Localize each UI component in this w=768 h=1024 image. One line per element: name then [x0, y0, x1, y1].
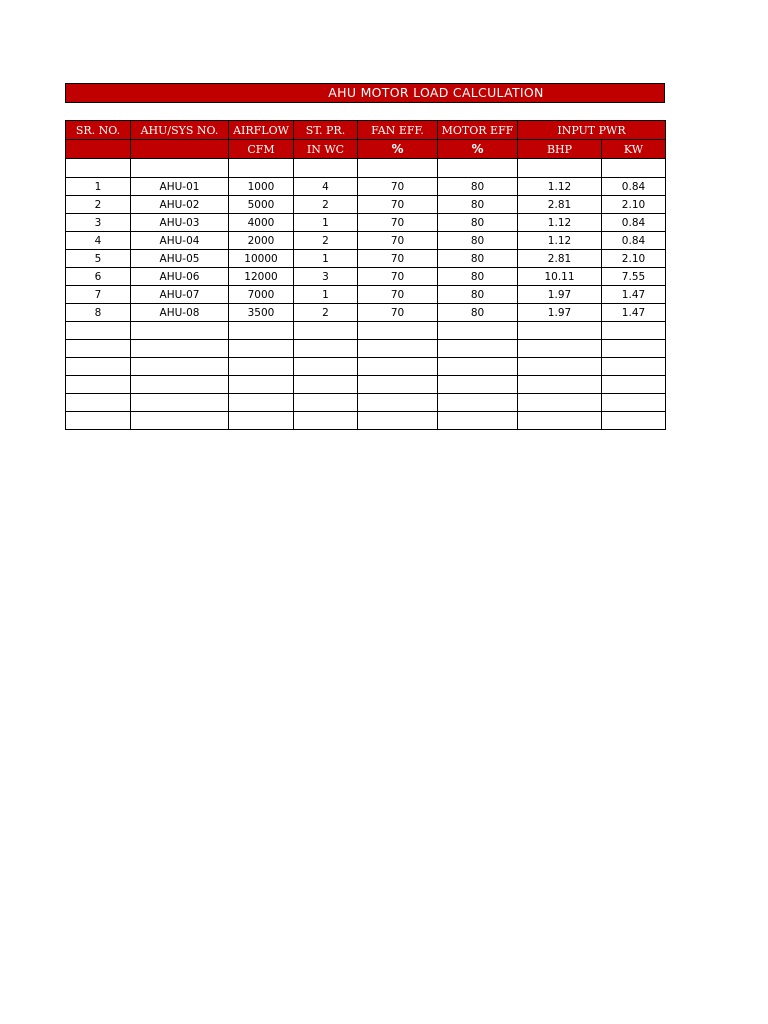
header-row-2	[66, 140, 666, 159]
cell-sr-no	[66, 412, 131, 430]
header-unit-motor-eff: %	[438, 140, 518, 159]
header-unit-bhp: BHP	[518, 140, 602, 159]
cell-static-pressure: 2	[294, 196, 358, 214]
cell-static-pressure	[294, 412, 358, 430]
cell-kw	[602, 159, 666, 178]
empty-row	[66, 340, 666, 358]
cell-static-pressure: 2	[294, 304, 358, 322]
cell-kw: 2.10	[602, 196, 666, 214]
cell-sr-no: 2	[66, 196, 131, 214]
cell-motor-eff	[438, 159, 518, 178]
cell-airflow	[229, 159, 294, 178]
empty-row	[66, 322, 666, 340]
cell-kw: 2.10	[602, 250, 666, 268]
cell-ahu-sys-no	[131, 322, 229, 340]
table-row	[66, 232, 666, 250]
cell-kw	[602, 322, 666, 340]
cell-airflow: 3500	[229, 304, 294, 322]
cell-kw	[602, 358, 666, 376]
cell-kw	[602, 376, 666, 394]
cell-kw	[602, 412, 666, 430]
header-unit-ahu-sys-no	[131, 140, 229, 159]
cell-motor-eff: 80	[438, 178, 518, 196]
cell-kw	[602, 340, 666, 358]
cell-bhp	[518, 340, 602, 358]
cell-airflow: 7000	[229, 286, 294, 304]
cell-motor-eff: 80	[438, 196, 518, 214]
cell-bhp: 1.12	[518, 232, 602, 250]
header-static-pressure: ST. PR.	[294, 121, 358, 140]
empty-row	[66, 394, 666, 412]
cell-bhp: 1.97	[518, 286, 602, 304]
cell-ahu-sys-no: AHU-06	[131, 268, 229, 286]
cell-airflow: 12000	[229, 268, 294, 286]
table-row	[66, 178, 666, 196]
cell-fan-eff	[358, 394, 438, 412]
table-row	[66, 286, 666, 304]
cell-bhp: 2.81	[518, 196, 602, 214]
cell-bhp	[518, 394, 602, 412]
cell-motor-eff: 80	[438, 232, 518, 250]
cell-airflow: 10000	[229, 250, 294, 268]
table-row	[66, 196, 666, 214]
cell-bhp	[518, 159, 602, 178]
cell-ahu-sys-no	[131, 412, 229, 430]
table-row	[66, 214, 666, 232]
cell-sr-no: 6	[66, 268, 131, 286]
cell-ahu-sys-no	[131, 358, 229, 376]
cell-airflow	[229, 412, 294, 430]
cell-kw: 0.84	[602, 232, 666, 250]
header-fan-eff: FAN EFF.	[358, 121, 438, 140]
cell-bhp	[518, 376, 602, 394]
cell-static-pressure: 1	[294, 250, 358, 268]
cell-bhp	[518, 412, 602, 430]
cell-static-pressure	[294, 376, 358, 394]
cell-fan-eff	[358, 340, 438, 358]
cell-motor-eff: 80	[438, 268, 518, 286]
cell-airflow: 1000	[229, 178, 294, 196]
cell-motor-eff: 80	[438, 304, 518, 322]
cell-static-pressure: 1	[294, 214, 358, 232]
empty-row	[66, 412, 666, 430]
cell-kw: 0.84	[602, 214, 666, 232]
cell-ahu-sys-no: AHU-02	[131, 196, 229, 214]
cell-sr-no	[66, 394, 131, 412]
cell-sr-no: 7	[66, 286, 131, 304]
cell-motor-eff: 80	[438, 250, 518, 268]
cell-bhp: 1.12	[518, 214, 602, 232]
cell-bhp	[518, 358, 602, 376]
header-row-1	[66, 121, 666, 140]
cell-sr-no	[66, 376, 131, 394]
cell-static-pressure: 2	[294, 232, 358, 250]
cell-bhp: 1.97	[518, 304, 602, 322]
cell-fan-eff: 70	[358, 286, 438, 304]
cell-ahu-sys-no: AHU-05	[131, 250, 229, 268]
cell-fan-eff	[358, 412, 438, 430]
cell-fan-eff: 70	[358, 178, 438, 196]
cell-sr-no	[66, 322, 131, 340]
cell-ahu-sys-no: AHU-04	[131, 232, 229, 250]
header-motor-eff: MOTOR EFF	[438, 121, 518, 140]
header-unit-kw: KW	[602, 140, 666, 159]
cell-static-pressure	[294, 358, 358, 376]
cell-ahu-sys-no	[131, 394, 229, 412]
cell-fan-eff	[358, 322, 438, 340]
cell-sr-no: 1	[66, 178, 131, 196]
cell-static-pressure	[294, 340, 358, 358]
cell-kw	[602, 394, 666, 412]
cell-kw: 1.47	[602, 304, 666, 322]
cell-airflow: 2000	[229, 232, 294, 250]
cell-fan-eff: 70	[358, 196, 438, 214]
cell-motor-eff: 80	[438, 286, 518, 304]
cell-ahu-sys-no: AHU-01	[131, 178, 229, 196]
cell-ahu-sys-no: AHU-07	[131, 286, 229, 304]
cell-motor-eff	[438, 376, 518, 394]
cell-bhp: 2.81	[518, 250, 602, 268]
table-row	[66, 304, 666, 322]
header-input-pwr: INPUT PWR	[518, 121, 666, 140]
cell-static-pressure	[294, 159, 358, 178]
cell-motor-eff: 80	[438, 214, 518, 232]
cell-fan-eff: 70	[358, 232, 438, 250]
cell-bhp	[518, 322, 602, 340]
sheet-title: AHU MOTOR LOAD CALCULATION	[328, 85, 544, 100]
cell-ahu-sys-no	[131, 340, 229, 358]
header-ahu-sys-no: AHU/SYS NO.	[131, 121, 229, 140]
cell-airflow	[229, 394, 294, 412]
empty-row	[66, 376, 666, 394]
header-airflow: AIRFLOW	[229, 121, 294, 140]
cell-bhp: 10.11	[518, 268, 602, 286]
cell-fan-eff: 70	[358, 250, 438, 268]
cell-ahu-sys-no: AHU-08	[131, 304, 229, 322]
cell-fan-eff: 70	[358, 268, 438, 286]
cell-static-pressure: 4	[294, 178, 358, 196]
header-unit-airflow: CFM	[229, 140, 294, 159]
cell-airflow: 5000	[229, 196, 294, 214]
header-unit-sr-no	[66, 140, 131, 159]
ahu-load-table	[65, 120, 666, 430]
cell-airflow	[229, 322, 294, 340]
cell-airflow	[229, 340, 294, 358]
cell-airflow	[229, 376, 294, 394]
spacer-row	[66, 159, 666, 178]
cell-fan-eff	[358, 159, 438, 178]
cell-sr-no	[66, 159, 131, 178]
cell-airflow	[229, 358, 294, 376]
cell-bhp: 1.12	[518, 178, 602, 196]
cell-static-pressure: 1	[294, 286, 358, 304]
cell-fan-eff: 70	[358, 214, 438, 232]
cell-motor-eff	[438, 358, 518, 376]
cell-airflow: 4000	[229, 214, 294, 232]
cell-motor-eff	[438, 340, 518, 358]
cell-motor-eff	[438, 394, 518, 412]
cell-motor-eff	[438, 322, 518, 340]
header-sr-no: SR. NO.	[66, 121, 131, 140]
cell-sr-no: 4	[66, 232, 131, 250]
cell-ahu-sys-no	[131, 376, 229, 394]
cell-fan-eff	[358, 376, 438, 394]
cell-sr-no	[66, 358, 131, 376]
cell-sr-no: 3	[66, 214, 131, 232]
cell-fan-eff	[358, 358, 438, 376]
cell-static-pressure	[294, 322, 358, 340]
header-unit-fan-eff: %	[358, 140, 438, 159]
cell-static-pressure	[294, 394, 358, 412]
cell-static-pressure: 3	[294, 268, 358, 286]
cell-ahu-sys-no: AHU-03	[131, 214, 229, 232]
cell-ahu-sys-no	[131, 159, 229, 178]
table-row	[66, 250, 666, 268]
header-unit-static-pressure: IN WC	[294, 140, 358, 159]
cell-fan-eff: 70	[358, 304, 438, 322]
cell-kw: 1.47	[602, 286, 666, 304]
cell-kw: 0.84	[602, 178, 666, 196]
cell-kw: 7.55	[602, 268, 666, 286]
cell-motor-eff	[438, 412, 518, 430]
cell-sr-no: 8	[66, 304, 131, 322]
cell-sr-no: 5	[66, 250, 131, 268]
table-row	[66, 268, 666, 286]
empty-row	[66, 358, 666, 376]
cell-sr-no	[66, 340, 131, 358]
sheet-title-bar	[65, 83, 665, 103]
